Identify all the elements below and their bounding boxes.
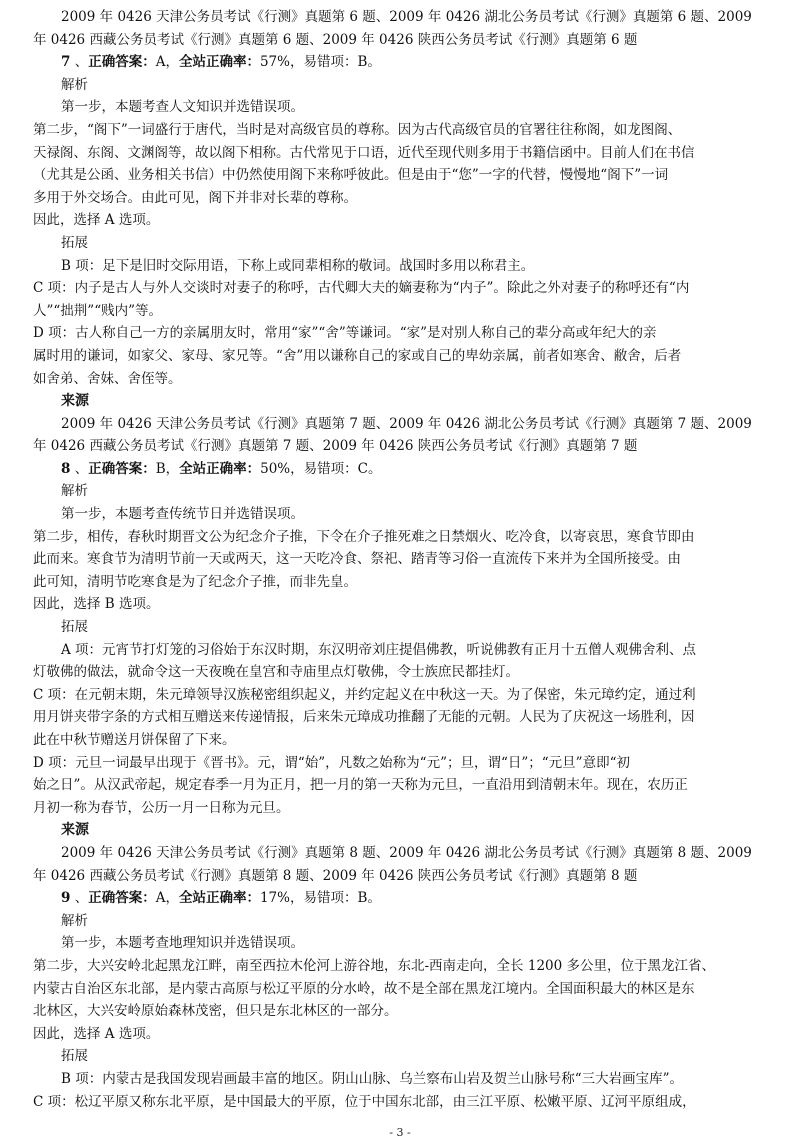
text-line: B 项：内蒙古是我国发现岩画最丰富的地区。阴山山脉、乌兰察布山岩及贺兰山脉号称“三大岩画宝库”。 bbox=[61, 1070, 684, 1087]
text-line: A 项：元宵节打灯笼的习俗始于东汉时期，东汉明帝刘庄提倡佛教，听说佛教有正月十五僧人观佛舍利、点 bbox=[61, 641, 697, 658]
text-line: 此在中秋节赠送月饼保留了下来。 bbox=[33, 732, 236, 748]
text-line: C 项：在元朝末期，朱元璋领导汉族秘密组织起义，并约定起义在中秋这一天。为了保密，朱元璋约定，通过利 bbox=[33, 686, 696, 703]
question-number: 8 bbox=[61, 460, 71, 477]
text-line: 如舍弟、舍妹、舍侄等。 bbox=[33, 370, 182, 387]
text-line: B 项：足下是旧时交际用语，下称上或同辈相称的敬词。战国时多用以称君主。 bbox=[61, 257, 535, 274]
rate-label: 全站正确率： bbox=[179, 460, 261, 477]
answer-label: 正确答案： bbox=[88, 890, 156, 907]
text-line: 月初一称为春节，公历一月一日称为元旦。 bbox=[33, 799, 290, 816]
text-line: 第一步，本题考查人文知识并选错误项。 bbox=[61, 99, 304, 116]
text-line: 第二步，相传，春秋时期晋文公为纪念介子推，下令在介子推死难之日禁烟火、吃冷食，以寄哀思，寒食节即由 bbox=[33, 528, 695, 545]
text-line: C 项：松辽平原又称东北平原，是中国最大的平原，位于中国东北部，由三江平原、松嫩平原、辽河平原组成， bbox=[33, 1093, 696, 1110]
text-line: 第二步，“阁下”一词盛行于唐代，当时是对高级官员的尊称。因为古代高级官员的官署往往称阁，如龙图阁、 bbox=[33, 121, 682, 138]
text-line: 属时用的谦词，如家父、家母、家兄等。“舍”用以谦称自己的家或自己的卑幼亲属，前者如寒舍、敝舍，后者 bbox=[33, 347, 682, 364]
text-line: 解析 bbox=[61, 76, 88, 93]
text-line: 解析 bbox=[61, 912, 88, 929]
text-line: 多用于外交场合。由此可见，阁下并非对长辈的尊称。 bbox=[33, 189, 357, 206]
text-line: 北林区，大兴安岭原始森林茂密，但只是东北林区的一部分。 bbox=[33, 1003, 398, 1020]
text-line: 人”“拙荆”“贱内”等。 bbox=[33, 302, 163, 319]
answer-value: A bbox=[155, 54, 166, 71]
page-number: - 3 - bbox=[389, 1126, 411, 1139]
rate-label: 全站正确率： bbox=[178, 54, 260, 71]
question-number: 7 bbox=[61, 54, 71, 71]
text-line: 内蒙古自治区东北部，是内蒙古高原与松辽平原的分水岭，故不是全部在黑龙江境内。全国面积最大的林区是东 bbox=[33, 980, 695, 997]
text-line: 第一步，本题考查地理知识并选错误项。 bbox=[61, 935, 304, 952]
text-line: 用月饼夹带字条的方式相互赠送来传递情报，后来朱元璋成功推翻了无能的元朝。人民为了庆祝这一场胜利，因 bbox=[33, 709, 695, 726]
text-line: 拓展 bbox=[61, 1048, 88, 1065]
text-line: 因此，选择 A 选项。 bbox=[33, 212, 160, 229]
text-line: D 项：元旦一词最早出现于《晋书》。元，谓“始”，凡数之始称为“元”；旦，谓“日”；“元旦”意即“初 bbox=[33, 754, 630, 771]
text-line: （尤其是公函、业务相关书信）中仍然使用阁下来称呼彼此。但是由于“您”一字的代替，慢慢地“阁下”一词 bbox=[33, 167, 669, 184]
rate-label: 全站正确率： bbox=[178, 890, 260, 907]
text-line: 因此，选择 A 选项。 bbox=[33, 1025, 160, 1042]
wrong-label: 易错项： bbox=[303, 54, 358, 71]
text-line: 灯敬佛的做法，就命令这一天夜晚在皇宫和寺庙里点灯敬佛，令士族庶民都挂灯。 bbox=[33, 664, 519, 681]
text-line: D 项：古人称自己一方的亲属朋友时，常用“家”“舍”等谦词。“家”是对别人称自己的辈分高或年纪大的亲 bbox=[33, 325, 657, 342]
text-line: 2009 年 0426 天津公务员考试《行测》真题第 8 题、2009 年 0426 湖北公务员考试《行测》真题第 8 题、2009 bbox=[61, 844, 752, 861]
question-number: 9 bbox=[61, 890, 71, 907]
text-line: 年 0426 西藏公务员考试《行测》真题第 8 题、2009 年 0426 陕西公务员考试《行测》真题第 8 题 bbox=[33, 867, 638, 884]
question-answer-line: 8 、正确答案：B，全站正确率：50%，易错项：C。 bbox=[61, 460, 382, 477]
wrong-value: B bbox=[357, 54, 368, 71]
text-line: C 项：内子是古人与外人交谈时对妻子的称呼，古代卿大夫的嫡妻称为“内子”。除此之外对妻子的称呼还有“内 bbox=[33, 280, 690, 297]
source-heading: 来源 bbox=[61, 822, 89, 839]
text-line: 第一步，本题考查传统节日并选错误项。 bbox=[61, 506, 304, 523]
answer-label: 正确答案： bbox=[88, 54, 156, 71]
rate-value: 50% bbox=[260, 460, 291, 477]
answer-label: 正确答案： bbox=[88, 460, 156, 477]
answer-value: A bbox=[155, 890, 166, 907]
text-line: 此而来。寒食节为清明节前一天或两天，这一天吃冷食、祭祀、踏青等习俗一直流传下来并为全国所接受。由 bbox=[33, 551, 681, 568]
text-line: 年 0426 西藏公务员考试《行测》真题第 7 题、2009 年 0426 陕西公务员考试《行测》真题第 7 题 bbox=[33, 438, 638, 455]
text-line: 2009 年 0426 天津公务员考试《行测》真题第 6 题、2009 年 0426 湖北公务员考试《行测》真题第 6 题、2009 bbox=[61, 9, 752, 25]
question-answer-line: 7 、正确答案：A，全站正确率：57%，易错项：B。 bbox=[61, 54, 381, 71]
answer-value: B bbox=[155, 460, 166, 477]
wrong-value: C bbox=[357, 460, 368, 477]
question-answer-line: 9 、正确答案：A，全站正确率：17%，易错项：B。 bbox=[61, 890, 381, 907]
wrong-value: B bbox=[357, 890, 368, 907]
text-line: 拓展 bbox=[61, 234, 88, 251]
text-line: 年 0426 西藏公务员考试《行测》真题第 6 题、2009 年 0426 陕西公务员考试《行测》真题第 6 题 bbox=[33, 31, 638, 48]
text-line: 此可知，清明节吃寒食是为了纪念介子推，而非先皇。 bbox=[33, 573, 357, 590]
text-line: 第二步，大兴安岭北起黑龙江畔，南至西拉木伦河上游谷地，东北-西南走向，全长 1200 多公里，位于黑龙江省、 bbox=[33, 957, 715, 974]
rate-value: 57% bbox=[259, 54, 290, 71]
wrong-label: 易错项： bbox=[303, 460, 358, 477]
rate-value: 17% bbox=[259, 890, 290, 907]
text-line: 2009 年 0426 天津公务员考试《行测》真题第 7 题、2009 年 0426 湖北公务员考试《行测》真题第 7 题、2009 bbox=[61, 415, 752, 432]
text-line: 因此，选择 B 选项。 bbox=[33, 596, 160, 613]
text-line: 拓展 bbox=[61, 619, 88, 636]
text-line: 解析 bbox=[61, 483, 88, 500]
source-heading: 来源 bbox=[61, 393, 89, 410]
document-page bbox=[33, 6, 773, 1113]
text-line: 天禄阁、东阁、文渊阁等，故以阁下相称。古代常见于口语，近代至现代则多用于书籍信函中。目前人们在书信 bbox=[33, 144, 695, 161]
text-line: 始之日”。从汉武帝起，规定春季一月为正月，把一月的第一天称为元旦，一直沿用到清朝末年。现在，农历正 bbox=[33, 777, 688, 794]
wrong-label: 易错项： bbox=[303, 890, 358, 907]
